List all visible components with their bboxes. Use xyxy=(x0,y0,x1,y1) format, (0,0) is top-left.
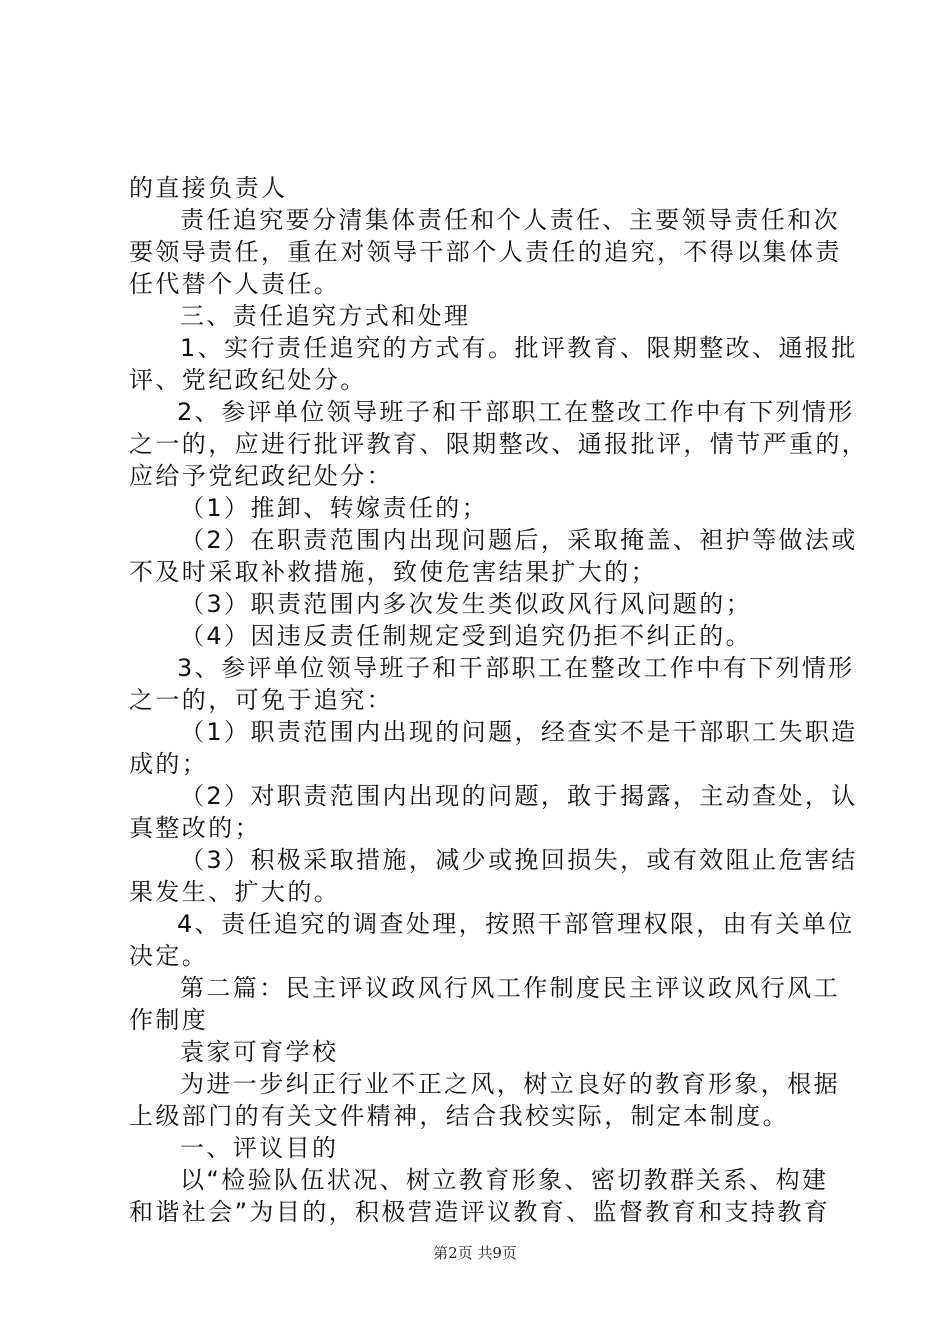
text-line: 和谐社会”为目的，积极营造评议教育、监督教育和支持教育 xyxy=(129,1198,831,1226)
text-line: 果发生、扩大的。 xyxy=(129,878,341,906)
text-line: 作制度 xyxy=(129,1006,209,1034)
list-item: （2）对职责范围内出现的问题，敢于揭露，主动查处，认 xyxy=(180,782,858,810)
section-heading: 第二篇：民主评议政风行风工作制度民主评议政风行风工 xyxy=(180,974,840,1002)
text-line: 上级部门的有关文件精神，结合我校实际，制定本制度。 xyxy=(129,1102,789,1130)
text-line: 的直接负责人 xyxy=(129,174,288,202)
text-line: 为进一步纠正行业不正之风，树立良好的教育形象，根据 xyxy=(180,1070,840,1098)
text-line: 评、党纪政纪处分。 xyxy=(129,366,367,394)
text-line: 之一的，可免于追究： xyxy=(129,686,393,714)
section-heading: 一、评议目的 xyxy=(180,1134,339,1162)
text-line: 责任追究要分清集体责任和个人责任、主要领导责任和次 xyxy=(180,206,840,234)
page-number-footer: 第2页 共9页 xyxy=(433,1244,517,1262)
text-line: 要领导责任，重在对领导干部个人责任的追究，不得以集体责 xyxy=(129,238,842,266)
list-item: （2）在职责范围内出现问题后，采取掩盖、袒护等做法或 xyxy=(180,526,858,554)
text-line: 成的； xyxy=(129,750,209,778)
text-line: 决定。 xyxy=(129,942,209,970)
text-line: 真整改的； xyxy=(129,814,261,842)
list-item: （1）职责范围内出现的问题，经查实不是干部职工失职造 xyxy=(180,718,858,746)
section-heading: 三、责任追究方式和处理 xyxy=(180,302,471,330)
text-line: 3、参评单位领导班子和干部职工在整改工作中有下列情形 xyxy=(177,654,855,682)
text-line: 1、实行责任追究的方式有。批评教育、限期整改、通报批 xyxy=(180,334,858,362)
text-line: 应给予党纪政纪处分： xyxy=(129,462,393,490)
list-item: （3）职责范围内多次发生类似政风行风问题的； xyxy=(180,590,753,618)
list-item: （4）因违反责任制规定受到追究仍拒不纠正的。 xyxy=(180,622,753,650)
school-name: 袁家可育学校 xyxy=(180,1038,339,1066)
text-line: 4、责任追究的调查处理，按照干部管理权限，由有关单位 xyxy=(177,910,855,938)
list-item: （3）积极采取措施，减少或挽回损失，或有效阻止危害结 xyxy=(180,846,858,874)
text-line: 不及时采取补救措施，致使危害结果扩大的； xyxy=(129,558,657,586)
text-line: 之一的，应进行批评教育、限期整改、通报批评，情节严重的， xyxy=(129,430,869,458)
text-line: 以“检验队伍状况、树立教育形象、密切教群关系、构建 xyxy=(180,1166,829,1194)
text-line: 2、参评单位领导班子和干部职工在整改工作中有下列情形 xyxy=(177,398,855,426)
list-item: （1）推卸、转嫁责任的； xyxy=(180,494,489,522)
text-line: 任代替个人责任。 xyxy=(129,270,341,298)
